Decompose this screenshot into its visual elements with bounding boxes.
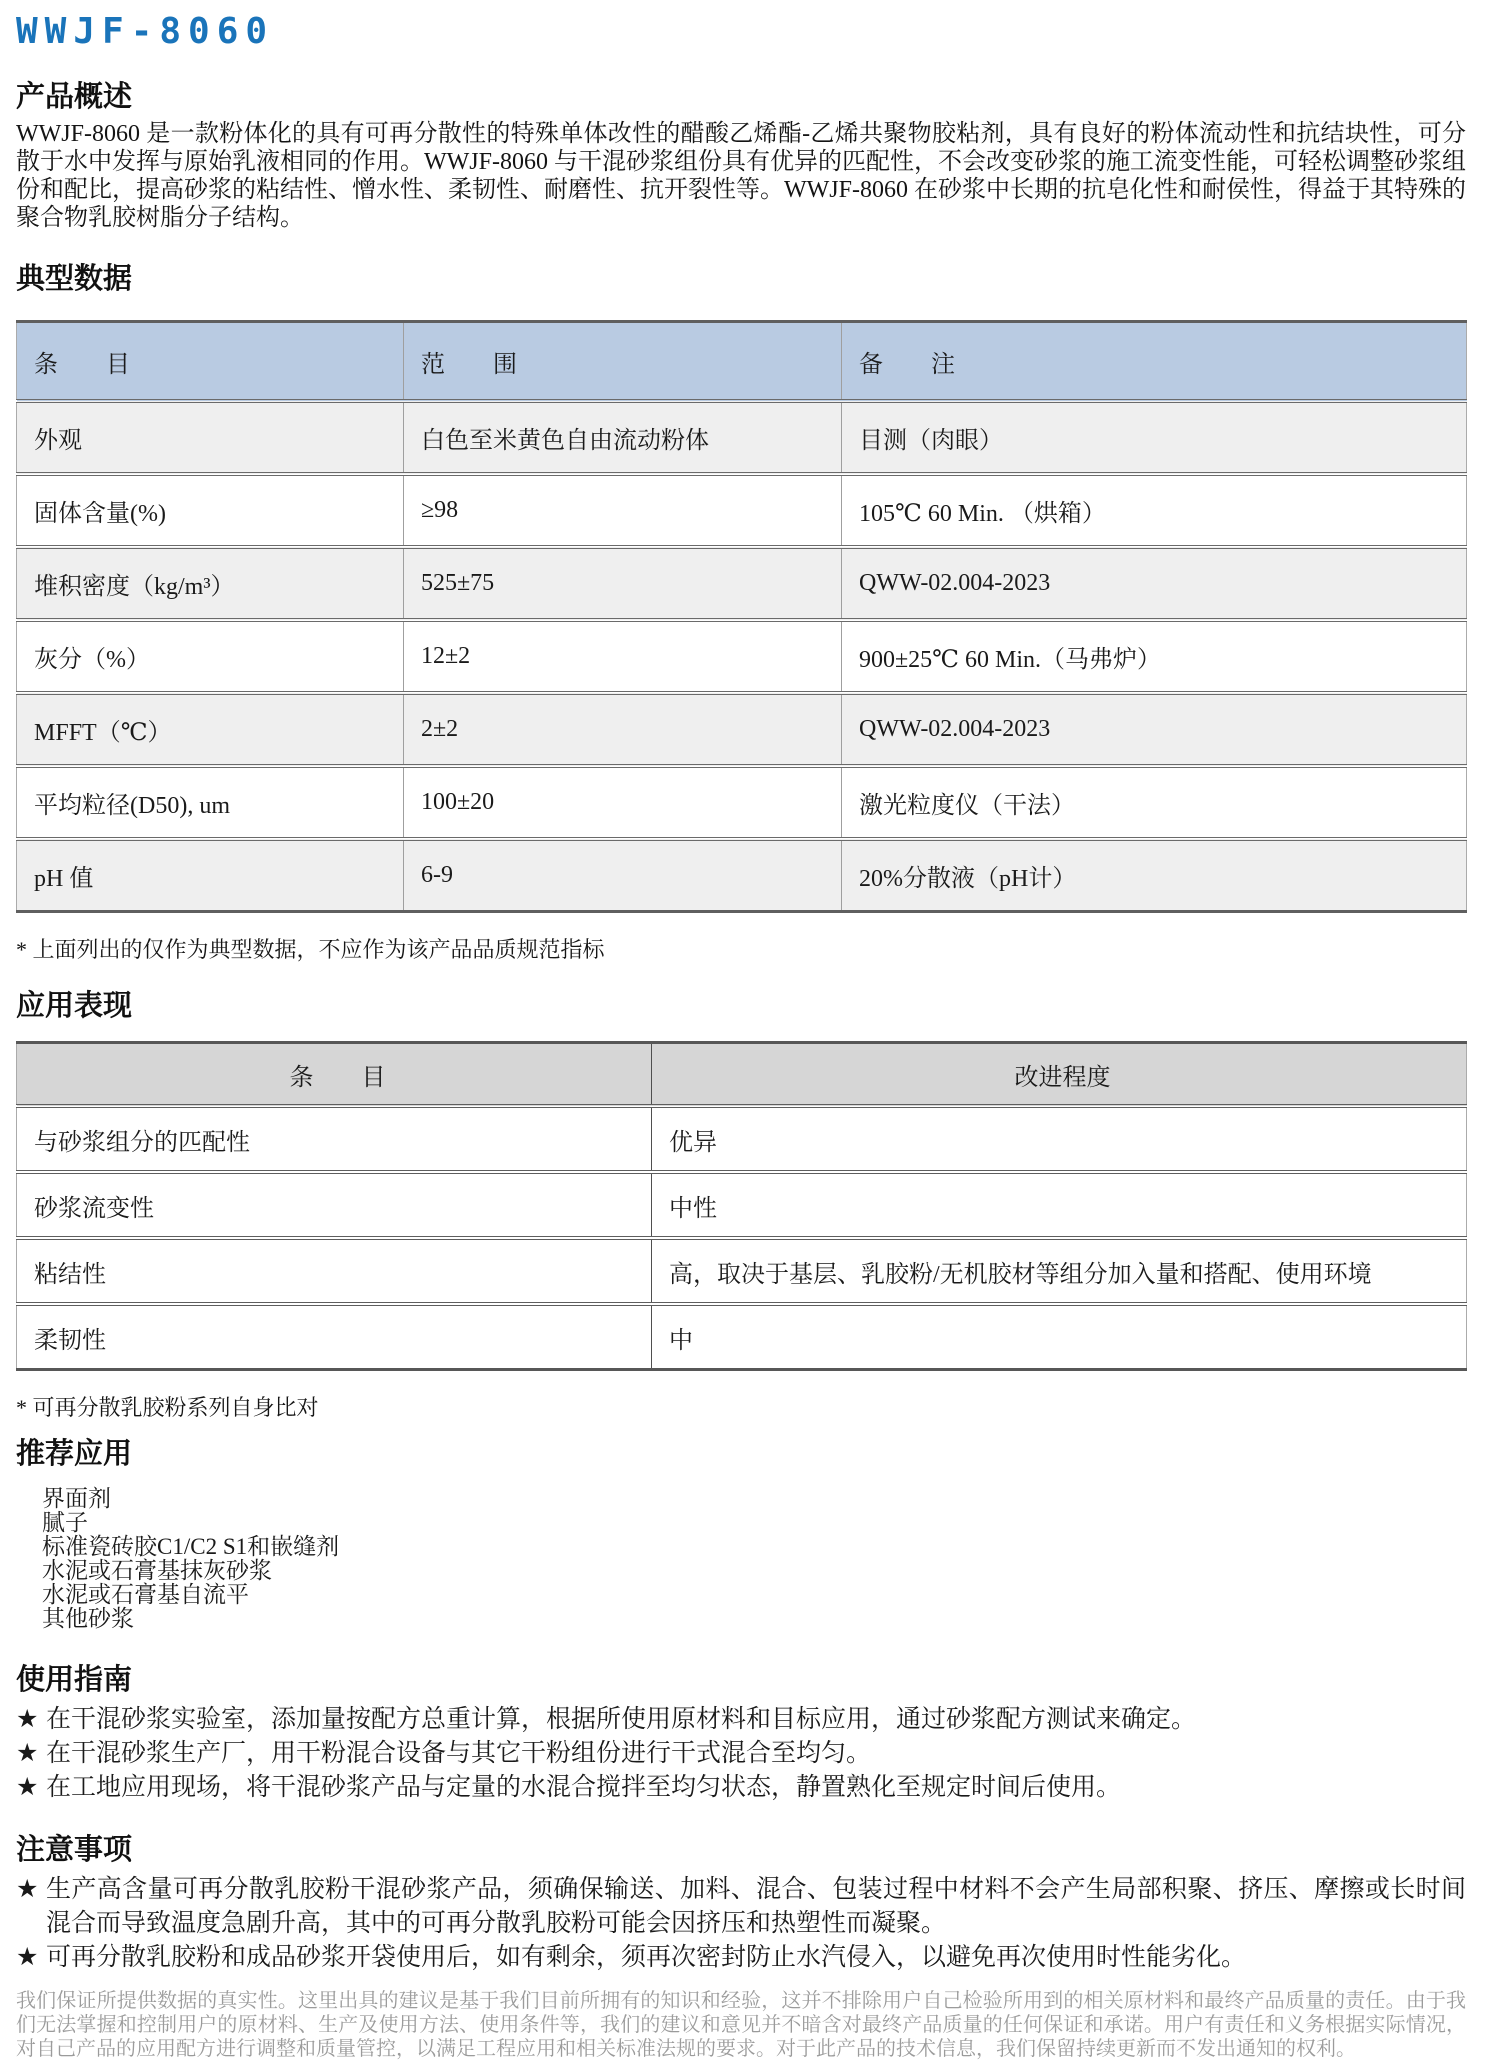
section-overview-heading: 产品概述: [16, 81, 133, 113]
star-bullet-icon: ★: [16, 1706, 39, 1733]
section-notice-heading: 注意事项: [16, 1834, 133, 1866]
cell-item: 与砂浆组分的匹配性: [17, 1106, 652, 1172]
cell-item: MFFT（℃）: [17, 693, 404, 766]
cell-degree: 中性: [652, 1172, 1467, 1238]
application-performance-table: [16, 1041, 1467, 1371]
list-item: [16, 1703, 1466, 1737]
section-recommended-heading: 推荐应用: [16, 1438, 133, 1470]
disclaimer-footer: 我们保证所提供数据的真实性。这里出具的建议是基于我们目前所拥有的知识和经验，这并不排除用户自己检验所用到的相关原材料和最终产品质量的责任。由于我们无法掌握和控制用户的原材料、生产及使用方法、使用条件等，我们的建议和意见并不暗含对最终产品质量的任何保证和承诺。用户有责任和义务根据实际情况，对自己产品的应用配方进行调整和质量管控，以满足工程应用和相关标准法规的要求。对于此产品的技术信息，我们保留持续更新而不发出通知的权利。: [16, 1990, 1466, 2060]
cell-remark: 目测（肉眼）: [842, 401, 1467, 474]
star-bullet-icon: ★: [16, 1774, 39, 1801]
usage-item-text: 在工地应用现场，将干混砂浆产品与定量的水混合搅拌至均匀状态，静置熟化至规定时间后使用。: [46, 1774, 1122, 1801]
recommended-applications-list: [16, 1487, 1466, 1631]
cell-item: 灰分（%）: [17, 620, 404, 693]
list-item: 界面剂: [42, 1486, 111, 1511]
cell-range: 100±20: [404, 766, 842, 839]
notice-list: [16, 1873, 1466, 1975]
cell-remark: 激光粒度仪（干法）: [842, 766, 1467, 839]
column-header-degree: 改进程度: [652, 1043, 1467, 1107]
table-row: [17, 1304, 1467, 1370]
typical-data-header-row: [17, 322, 1467, 402]
cell-item: 平均粒径(D50), um: [17, 766, 404, 839]
column-header-item: 条 目: [17, 322, 404, 402]
cell-remark: 20%分散液（pH计）: [842, 839, 1467, 912]
table-row: [17, 474, 1467, 547]
application-header-row: [17, 1043, 1467, 1107]
cell-item: 堆积密度（kg/m³）: [17, 547, 404, 620]
cell-range: 12±2: [404, 620, 842, 693]
star-bullet-icon: ★: [16, 1876, 39, 1903]
cell-degree: 中: [652, 1304, 1467, 1370]
usage-item-text: 在干混砂浆实验室，添加量按配方总重计算，根据所使用原材料和目标应用，通过砂浆配方测试来确定。: [46, 1706, 1197, 1733]
table-row: [17, 693, 1467, 766]
usage-guide-list: [16, 1703, 1466, 1805]
cell-degree: 优异: [652, 1106, 1467, 1172]
page-title: WWJF-8060: [16, 11, 275, 52]
cell-degree: 高，取决于基层、乳胶粉/无机胶材等组分加入量和搭配、使用环境: [652, 1238, 1467, 1304]
overview-paragraph: WWJF-8060 是一款粉体化的具有可再分散性的特殊单体改性的醋酸乙烯酯-乙烯共聚物胶粘剂，具有良好的粉体流动性和抗结块性，可分散于水中发挥与原始乳液相同的作用。WWJF-8060 与干混砂浆组份具有优异的匹配性，不会改变砂浆的施工流变性能，可轻松调整砂浆组份和配比，提高砂浆的粘结性、憎水性、柔韧性、耐磨性、抗开裂性等。WWJF-8060 在砂浆中长期的抗皂化性和耐侯性，得益于其特殊的聚合物乳胶树脂分子结构。: [16, 121, 1466, 231]
list-item: 水泥或石膏基自流平: [42, 1582, 249, 1607]
cell-range: ≥98: [404, 474, 842, 547]
section-typical-data-heading: 典型数据: [16, 263, 133, 295]
cell-item: pH 值: [17, 839, 404, 912]
star-bullet-icon: ★: [16, 1944, 39, 1971]
cell-item: 砂浆流变性: [17, 1172, 652, 1238]
typical-data-table: [16, 320, 1467, 913]
cell-item: 柔韧性: [17, 1304, 652, 1370]
cell-remark: 900±25℃ 60 Min.（马弗炉）: [842, 620, 1467, 693]
cell-item: 外观: [17, 401, 404, 474]
section-usage-heading: 使用指南: [16, 1664, 133, 1696]
cell-item: 固体含量(%): [17, 474, 404, 547]
list-item: [16, 1771, 1466, 1805]
cell-item: 粘结性: [17, 1238, 652, 1304]
column-header-remark: 备 注: [842, 322, 1467, 402]
notice-item-text: 可再分散乳胶粉和成品砂浆开袋使用后，如有剩余，须再次密封防止水汽侵入，以避免再次使用时性能劣化。: [46, 1944, 1247, 1971]
list-item: 其他砂浆: [42, 1606, 134, 1631]
typical-data-note: * 上面列出的仅作为典型数据，不应作为该产品品质规范指标: [16, 937, 605, 962]
usage-item-text: 在干混砂浆生产厂，用干粉混合设备与其它干粉组份进行干式混合至均匀。: [46, 1740, 872, 1767]
cell-remark: QWW-02.004-2023: [842, 693, 1467, 766]
list-item: 水泥或石膏基抹灰砂浆: [42, 1558, 272, 1583]
list-item: [16, 1941, 1466, 1975]
application-note: * 可再分散乳胶粉系列自身比对: [16, 1395, 319, 1420]
table-row: [17, 1238, 1467, 1304]
table-row: [17, 401, 1467, 474]
table-row: [17, 766, 1467, 839]
table-row: [17, 620, 1467, 693]
list-item: [16, 1737, 1466, 1771]
table-row: [17, 547, 1467, 620]
list-item: [16, 1873, 1466, 1941]
cell-range: 6-9: [404, 839, 842, 912]
cell-range: 525±75: [404, 547, 842, 620]
table-row: [17, 1172, 1467, 1238]
cell-remark: QWW-02.004-2023: [842, 547, 1467, 620]
table-row: [17, 1106, 1467, 1172]
cell-range: 2±2: [404, 693, 842, 766]
section-application-heading: 应用表现: [16, 990, 133, 1022]
cell-remark: 105℃ 60 Min. （烘箱）: [842, 474, 1467, 547]
star-bullet-icon: ★: [16, 1740, 39, 1767]
list-item: 腻子: [42, 1510, 88, 1535]
notice-item-text: 生产高含量可再分散乳胶粉干混砂浆产品，须确保输送、加料、混合、包装过程中材料不会产生局部积聚、挤压、摩擦或长时间混合而导致温度急剧升高，其中的可再分散乳胶粉可能会因挤压和热塑性而凝聚。: [46, 1876, 1466, 1937]
column-header-range: 范 围: [404, 322, 842, 402]
table-row: [17, 839, 1467, 912]
column-header-item: 条 目: [17, 1043, 652, 1107]
list-item: 标准瓷砖胶C1/C2 S1和嵌缝剂: [42, 1534, 340, 1559]
cell-range: 白色至米黄色自由流动粉体: [404, 401, 842, 474]
